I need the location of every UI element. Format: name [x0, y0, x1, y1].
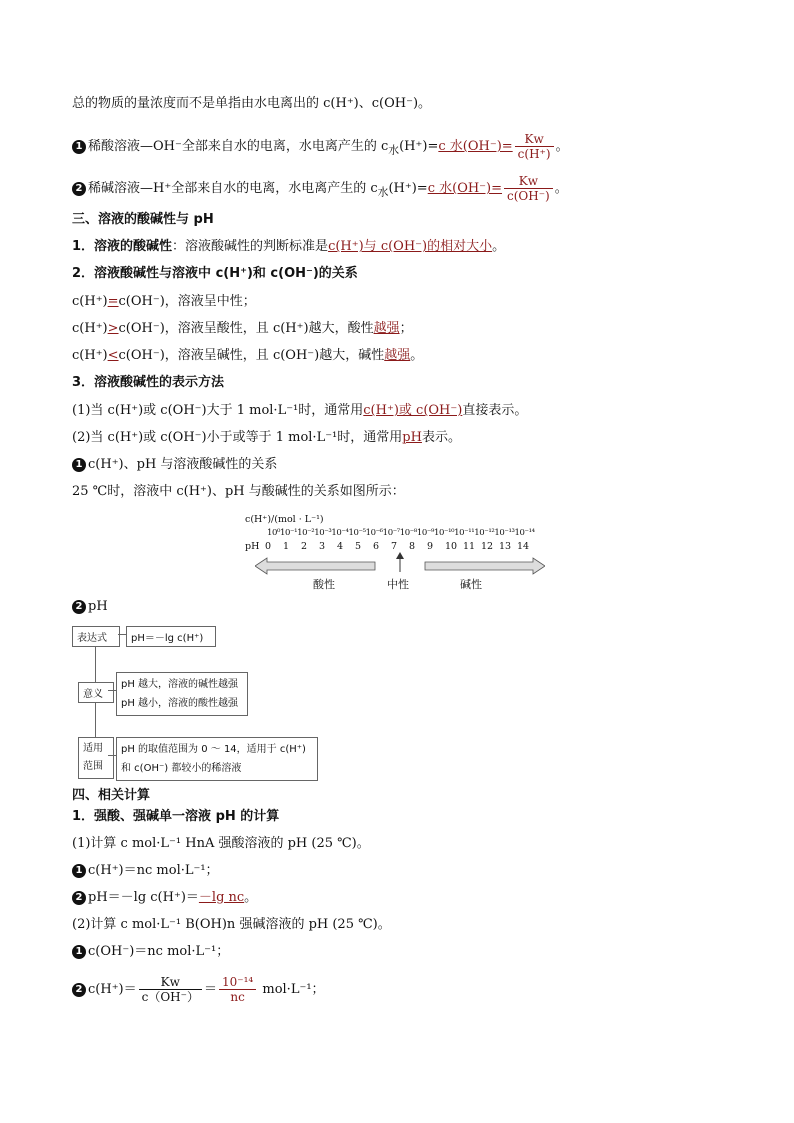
connector-line [108, 755, 116, 756]
para-text: c(H⁺)＝ [88, 982, 137, 997]
punct: ＝ [203, 982, 217, 997]
fraction-numerator: Kw [504, 174, 553, 189]
ph-tick-label: 10 [445, 541, 458, 552]
scale-ph-label: pH [245, 541, 260, 552]
fraction-denominator: nc [230, 990, 245, 1004]
text-line [72, 835, 370, 853]
text-line [72, 483, 405, 501]
ph-tick-label: 14 [517, 541, 530, 552]
para-text: 总的物质的量浓度而不是单指由水电离出的 c(H⁺)、c(OH⁻)。 [72, 96, 432, 111]
ph-tick-label: 1 [283, 541, 290, 552]
fraction-denominator: c（OH⁻） [141, 990, 199, 1004]
answer-text: －lg nc [198, 890, 245, 905]
text-line [72, 347, 423, 365]
circled-two-icon: 2 [72, 891, 86, 905]
scope-label: 适用 [83, 743, 103, 754]
punct: 。 [492, 239, 506, 254]
scope-line: pH 的取值范围为 0 ～ 14，适用于 c(H⁺) [121, 744, 306, 755]
para-text: c(H⁺) [72, 321, 108, 336]
meaning-line: pH 越大，溶液的碱性越强 [121, 679, 239, 690]
ph-tick-label: 6 [373, 541, 380, 552]
section-heading: 四、相关计算 [72, 788, 151, 803]
para-text: pH＝－lg c(H⁺)＝ [88, 890, 199, 905]
para-text: (1)计算 c mol·L⁻¹ HnA 强酸溶液的 pH (25 ℃)。 [72, 836, 370, 851]
text-line [72, 402, 527, 420]
ph-tick-label: 12 [481, 541, 494, 552]
ph-tick-label: 13 [499, 541, 512, 552]
para-text: c(H⁺)、pH 与溶液酸碱性的关系 [88, 457, 278, 472]
punct: 。 [554, 181, 568, 196]
para-text: c(OH⁻)＝nc mol·L⁻¹； [88, 944, 230, 959]
para-text: 直接表示。 [462, 403, 528, 418]
scope-label-box [78, 737, 114, 779]
text-line [72, 429, 461, 447]
answer-text: c(H⁺)或 c(OH⁻) [363, 403, 463, 418]
punct: ； [399, 321, 413, 336]
ph-scale-figure [245, 514, 555, 594]
fraction-denominator: c(H⁺) [517, 147, 551, 161]
text-line [72, 974, 325, 1006]
para-text: (1)当 c(H⁺)或 c(OH⁻)大于 1 mol·L⁻¹时，通常用 [72, 403, 364, 418]
ph-tick-label: 5 [355, 541, 362, 552]
answer-text: 越强 [384, 348, 411, 363]
circled-one-icon: 1 [72, 140, 86, 154]
para-text: c(H⁺) [72, 294, 108, 309]
base-label: 碱性 [460, 578, 482, 591]
answer-text: 越强 [373, 321, 400, 336]
para-text: c(H⁺) [72, 348, 108, 363]
scope-line: 和 c(OH⁻) 都较小的稀溶液 [121, 763, 242, 774]
punct: 。 [244, 890, 258, 905]
scope-label: 范围 [83, 761, 103, 772]
para-text: ：溶液酸碱性的判断标准是 [172, 239, 329, 254]
meaning-line: pH 越小，溶液的酸性越强 [121, 698, 239, 709]
section-heading: 三、溶液的酸碱性与 pH [72, 212, 214, 227]
meaning-label-box: 意义 [78, 682, 114, 703]
text-line [72, 238, 505, 256]
answer-text: pH [402, 430, 422, 445]
text-line [72, 456, 277, 474]
fraction [504, 174, 553, 203]
text-line [72, 943, 229, 961]
meaning-box [116, 672, 248, 716]
scale-ylabel: c(H⁺)/(mol · L⁻¹) [245, 514, 324, 525]
fraction-numerator: Kw [139, 975, 202, 990]
para-text: c(H⁺)＝nc mol·L⁻¹； [88, 863, 219, 878]
circled-one-icon: 1 [72, 945, 86, 959]
ph-tick-label: 9 [427, 541, 434, 552]
fraction [219, 975, 256, 1004]
ph-tick-label: 8 [409, 541, 416, 552]
fraction-denominator: c(OH⁻) [507, 189, 550, 203]
scope-box [116, 737, 318, 781]
subheading: 1．强酸、强碱单一溶液 pH 的计算 [72, 809, 280, 824]
answer-text: c 水(OH⁻)= [438, 139, 513, 154]
para-text: mol·L⁻¹； [262, 982, 325, 997]
scale-conc-row: 10⁰10⁻¹10⁻²10⁻³10⁻⁴10⁻⁵10⁻⁶10⁻⁷10⁻⁸10⁻⁹10⁻¹⁰10⁻¹¹10⁻¹²10⁻¹³10⁻¹⁴ [267, 528, 535, 538]
punct: 。 [555, 139, 569, 154]
para-text: (2)当 c(H⁺)或 c(OH⁻)小于或等于 1 mol·L⁻¹时，通常用 [72, 430, 403, 445]
acid-label: 酸性 [313, 578, 335, 591]
text-line [72, 320, 413, 338]
neutral-label: 中性 [387, 578, 409, 591]
para-text: c(OH⁻)，溶液呈酸性，且 c(H⁺)越大，酸性 [118, 321, 374, 336]
answer-text: < [107, 348, 119, 363]
para-text: 稀碱溶液—H⁺全部来自水的电离，水电离产生的 c [88, 181, 378, 196]
subscript: 水 [377, 185, 389, 199]
subheading: 1．溶液的酸碱性 [72, 239, 173, 254]
text-line [72, 862, 219, 880]
text-line [72, 132, 569, 161]
para-text: 稀酸溶液—OH⁻全部来自水的电离，水电离产生的 c [88, 139, 389, 154]
fraction [139, 975, 202, 1004]
para-text: (H⁺)= [399, 139, 439, 154]
text-line [72, 916, 391, 934]
para-text: (H⁺)= [388, 181, 428, 196]
expr-box: pH＝－lg c(H⁺) [126, 626, 216, 647]
fraction-numerator: Kw [515, 132, 554, 147]
para-text: pH [88, 599, 108, 614]
para-text: c(OH⁻)，溶液呈碱性，且 c(OH⁻)越大，碱性 [118, 348, 385, 363]
text-line [72, 598, 108, 616]
punct: 。 [410, 348, 424, 363]
circled-two-icon: 2 [72, 983, 86, 997]
subheading: 2．溶液酸碱性与溶液中 c(H⁺)和 c(OH⁻)的关系 [72, 266, 358, 281]
ph-tick-label: 0 [265, 541, 272, 552]
para-text: 表示。 [421, 430, 461, 445]
circled-two-icon: 2 [72, 600, 86, 614]
para-text: c(OH⁻)，溶液呈中性； [118, 294, 256, 309]
text-line [72, 889, 257, 907]
para-text: 25 ℃时，溶液中 c(H⁺)、pH 与酸碱性的关系如图所示： [72, 484, 405, 499]
text-line [72, 293, 256, 311]
text-line [72, 95, 431, 113]
ph-tick-label: 3 [319, 541, 326, 552]
ph-tick-label: 2 [301, 541, 308, 552]
subheading: 3．溶液酸碱性的表示方法 [72, 375, 225, 390]
ph-tick-label: 4 [337, 541, 344, 552]
fraction [515, 132, 554, 161]
circled-one-icon: 1 [72, 458, 86, 472]
answer-text: = [107, 294, 119, 309]
expr-label-box: 表达式 [72, 626, 120, 647]
text-line [72, 174, 568, 203]
connector-line [108, 690, 116, 691]
connector-line [118, 634, 126, 635]
para-text: (2)计算 c mol·L⁻¹ B(OH)n 强碱溶液的 pH (25 ℃)。 [72, 917, 391, 932]
fraction-numerator: 10⁻¹⁴ [219, 975, 256, 990]
answer-text: c 水(OH⁻)= [427, 181, 503, 196]
ph-tick-label: 11 [463, 541, 476, 552]
answer-text: > [107, 321, 119, 336]
subscript: 水 [388, 143, 400, 157]
circled-two-icon: 2 [72, 182, 86, 196]
circled-one-icon: 1 [72, 864, 86, 878]
ph-tick-label: 7 [391, 541, 398, 552]
answer-text: c(H⁺)与 c(OH⁻)的相对大小 [328, 239, 493, 254]
